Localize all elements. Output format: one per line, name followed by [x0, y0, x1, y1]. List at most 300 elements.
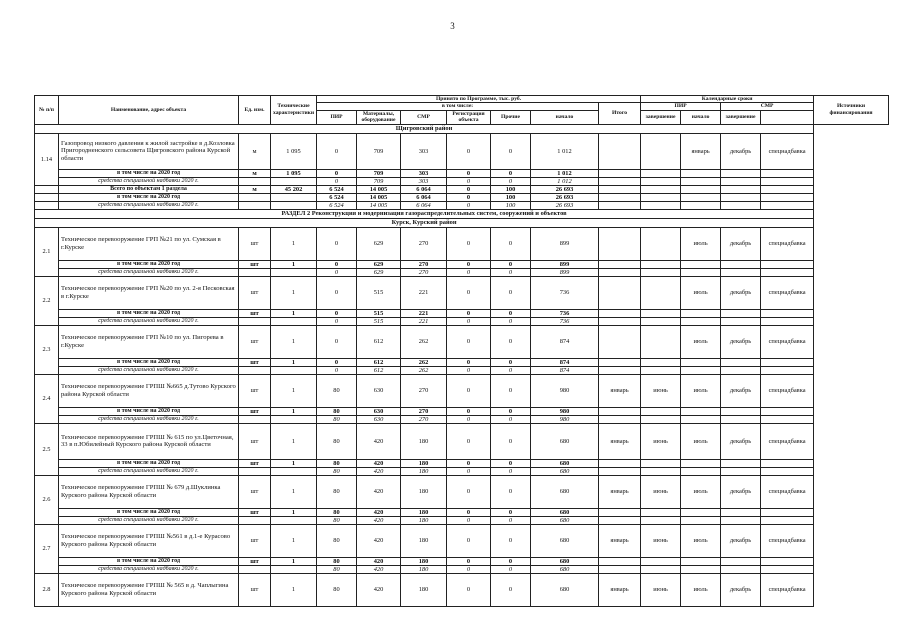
tech-cell: 1 [271, 374, 317, 407]
header-num: № п/п [35, 96, 59, 125]
header-smr-start: начало [681, 110, 721, 124]
materials-cell: 420 [357, 565, 401, 573]
other-cell: 100 [491, 185, 531, 193]
empty-cell [761, 565, 814, 573]
other-cell: 0 [491, 573, 531, 606]
materials-cell: 420 [357, 459, 401, 467]
header-registration: Регистрация объекта [447, 110, 491, 124]
other-cell: 0 [491, 133, 531, 169]
registration-cell: 0 [447, 227, 491, 260]
materials-cell: 629 [357, 227, 401, 260]
empty-cell [641, 317, 681, 325]
table-row [35, 133, 889, 169]
object-name: Газопровод низкого давления к жилой застройке в д.Козловка Пригородненского сельсовета Щигровского района Курской области [59, 133, 239, 169]
tech-cell: 1 [271, 475, 317, 508]
total-cell: 980 [531, 374, 599, 407]
pir-cell: 0 [317, 227, 357, 260]
total-cell: 680 [531, 557, 599, 565]
empty-cell [721, 260, 761, 268]
smr-end-cell: декабрь [721, 133, 761, 169]
table-row [35, 557, 889, 565]
registration-cell: 0 [447, 467, 491, 475]
smr-start-cell: июль [681, 475, 721, 508]
table-row [35, 524, 889, 557]
smr-cell: 180 [401, 524, 447, 557]
empty-cell [641, 557, 681, 565]
table-row [35, 366, 889, 374]
pir-end-cell [641, 325, 681, 358]
subtotal-label: в том числе на 2020 год [59, 169, 239, 177]
header-pir-start: начало [531, 110, 599, 124]
materials-cell: 630 [357, 407, 401, 415]
header-smr: СМР [401, 110, 447, 124]
pir-cell: 80 [317, 374, 357, 407]
empty-cell [761, 317, 814, 325]
total-cell: 1 012 [531, 133, 599, 169]
subtotal-label: в том числе на 2020 год [59, 508, 239, 516]
empty-cell [271, 268, 317, 276]
smr-end-cell: декабрь [721, 374, 761, 407]
total-cell: 874 [531, 358, 599, 366]
source-cell: спецнадбавка [761, 423, 814, 459]
row-num: 2.4 [35, 374, 59, 423]
tech-cell: 1 [271, 573, 317, 606]
other-cell: 0 [491, 516, 531, 524]
pir-end-cell: июнь [641, 374, 681, 407]
smr-start-cell: июль [681, 325, 721, 358]
unit-cell: шт [239, 227, 271, 260]
special-funds-label: средства специальной надбавки 2020 г. [59, 516, 239, 524]
unit-cell: шт [239, 524, 271, 557]
empty-cell [761, 467, 814, 475]
empty-cell [681, 508, 721, 516]
unit-cell: шт [239, 475, 271, 508]
pir-end-cell: июнь [641, 524, 681, 557]
pir-start-cell: январь [599, 374, 641, 407]
smr-cell: 180 [401, 475, 447, 508]
special-funds-label: средства специальной надбавки 2020 г. [59, 467, 239, 475]
smr-cell: 180 [401, 565, 447, 573]
unit-cell: шт [239, 573, 271, 606]
total-cell: 899 [531, 268, 599, 276]
unit-cell: шт [239, 423, 271, 459]
empty-cell [721, 358, 761, 366]
empty-cell [681, 358, 721, 366]
smr-cell: 270 [401, 227, 447, 260]
materials-cell: 420 [357, 557, 401, 565]
pir-cell: 80 [317, 407, 357, 415]
table-row [35, 508, 889, 516]
row-num: 2.8 [35, 573, 59, 606]
header-source: Источники финансирования [814, 96, 889, 125]
pir-cell: 80 [317, 557, 357, 565]
tech-cell: 1 [271, 358, 317, 366]
smr-start-cell: июль [681, 276, 721, 309]
empty-cell [681, 260, 721, 268]
total-cell: 980 [531, 407, 599, 415]
empty-cell [721, 317, 761, 325]
row-num: 1.14 [35, 133, 59, 185]
header-cal-pir: ПИР [641, 103, 721, 110]
registration-cell: 0 [447, 374, 491, 407]
registration-cell: 0 [447, 573, 491, 606]
other-cell: 0 [491, 407, 531, 415]
empty-cell [239, 317, 271, 325]
total-cell: 899 [531, 260, 599, 268]
empty-cell [721, 516, 761, 524]
smr-end-cell: декабрь [721, 475, 761, 508]
tech-cell: 1 [271, 276, 317, 309]
total-cell: 680 [531, 573, 599, 606]
smr-cell: 180 [401, 459, 447, 467]
pir-cell: 80 [317, 423, 357, 459]
object-name: Техническое перевооружение ГРП №20 по ул. 2-я Песковская в г.Курске [59, 276, 239, 309]
empty-cell [641, 358, 681, 366]
pir-cell: 80 [317, 573, 357, 606]
empty-cell [681, 467, 721, 475]
smr-cell: 262 [401, 358, 447, 366]
empty-cell [721, 415, 761, 423]
pir-cell: 80 [317, 415, 357, 423]
total-cell: 26 693 [531, 185, 599, 193]
total-cell: 980 [531, 415, 599, 423]
pir-end-cell [641, 227, 681, 260]
registration-cell: 0 [447, 423, 491, 459]
registration-cell: 0 [447, 193, 491, 201]
other-cell: 100 [491, 201, 531, 209]
empty-cell [599, 557, 641, 565]
empty-cell [721, 366, 761, 374]
other-cell: 0 [491, 374, 531, 407]
materials-cell: 612 [357, 325, 401, 358]
pir-end-cell [641, 276, 681, 309]
registration-cell: 0 [447, 325, 491, 358]
header-total: Итого [599, 103, 641, 124]
other-cell: 0 [491, 276, 531, 309]
table-row [35, 276, 889, 309]
row-num: 2.6 [35, 475, 59, 524]
empty-cell [239, 516, 271, 524]
empty-cell [599, 459, 641, 467]
empty-cell [641, 467, 681, 475]
table-row [35, 358, 889, 366]
object-name: Техническое перевооружение ГРПШ №561 в д.1-е Курасово Курского района Курской области [59, 524, 239, 557]
subtotal-label: в том числе на 2020 год [59, 557, 239, 565]
registration-cell: 0 [447, 475, 491, 508]
table-row [35, 227, 889, 260]
total-cell: 680 [531, 565, 599, 573]
materials-cell: 709 [357, 169, 401, 177]
pir-cell: 80 [317, 565, 357, 573]
row-num: 2.5 [35, 423, 59, 475]
source-cell: спецнадбавка [761, 325, 814, 358]
pir-end-cell [641, 133, 681, 169]
empty-cell [761, 268, 814, 276]
empty-cell [761, 309, 814, 317]
smr-cell: 6 064 [401, 185, 447, 193]
table-row [35, 177, 889, 185]
materials-cell: 709 [357, 133, 401, 169]
materials-cell: 420 [357, 467, 401, 475]
other-cell: 0 [491, 508, 531, 516]
empty-cell [721, 467, 761, 475]
table-row [35, 185, 889, 193]
unit-cell: м [239, 133, 271, 169]
empty-cell [641, 407, 681, 415]
section-heading: РАЗДЕЛ 2 Реконструкция и модернизация газораспределительных систем, сооружений и объектов [35, 209, 814, 218]
empty-cell [599, 358, 641, 366]
source-cell: спецнадбавка [761, 475, 814, 508]
empty-cell [721, 508, 761, 516]
pir-start-cell: январь [599, 524, 641, 557]
registration-cell: 0 [447, 459, 491, 467]
subtotal-label: в том числе на 2020 год [59, 407, 239, 415]
empty-cell [721, 407, 761, 415]
table-row [35, 325, 889, 358]
source-cell: спецнадбавка [761, 374, 814, 407]
empty-cell [681, 268, 721, 276]
total-cell: 680 [531, 516, 599, 524]
total-cell: 736 [531, 309, 599, 317]
empty-cell [271, 467, 317, 475]
total-cell: 736 [531, 276, 599, 309]
unit-cell: шт [239, 557, 271, 565]
smr-cell: 180 [401, 573, 447, 606]
other-cell: 0 [491, 358, 531, 366]
smr-cell: 303 [401, 169, 447, 177]
empty-cell [599, 309, 641, 317]
header-materials: Материалы, оборудование [357, 110, 401, 124]
smr-cell: 6 064 [401, 193, 447, 201]
pir-cell: 80 [317, 524, 357, 557]
smr-end-cell: декабрь [721, 227, 761, 260]
source-cell: спецнадбавка [761, 573, 814, 606]
materials-cell: 629 [357, 268, 401, 276]
table-row [35, 407, 889, 415]
empty-cell [271, 415, 317, 423]
table-row [35, 169, 889, 177]
tech-cell: 1 [271, 459, 317, 467]
empty-cell [239, 366, 271, 374]
materials-cell: 612 [357, 366, 401, 374]
other-cell: 0 [491, 557, 531, 565]
smr-cell: 221 [401, 309, 447, 317]
empty-cell [599, 268, 641, 276]
empty-cell [761, 260, 814, 268]
total-cell: 680 [531, 508, 599, 516]
registration-cell: 0 [447, 177, 491, 185]
empty-cell [721, 459, 761, 467]
source-cell: спецнадбавка [761, 524, 814, 557]
empty-cell [761, 459, 814, 467]
table-row [35, 317, 889, 325]
empty-cell [681, 415, 721, 423]
smr-cell: 270 [401, 268, 447, 276]
unit-cell: шт [239, 260, 271, 268]
other-cell: 0 [491, 423, 531, 459]
materials-cell: 420 [357, 573, 401, 606]
other-cell: 0 [491, 565, 531, 573]
pir-cell: 80 [317, 516, 357, 524]
other-cell: 0 [491, 475, 531, 508]
smr-cell: 270 [401, 260, 447, 268]
registration-cell: 0 [447, 407, 491, 415]
empty-cell [641, 260, 681, 268]
row-num: 2.2 [35, 276, 59, 325]
header-name: Наименование, адрес объекта [59, 96, 239, 125]
smr-start-cell: июль [681, 227, 721, 260]
special-funds-label: средства специальной надбавки 2020 г. [59, 317, 239, 325]
total-cell: 680 [531, 459, 599, 467]
materials-cell: 515 [357, 317, 401, 325]
table-row [35, 467, 889, 475]
empty-cell [239, 268, 271, 276]
special-funds-label: средства специальной надбавки 2020 г. [59, 177, 239, 185]
row-num: 2.7 [35, 524, 59, 573]
empty-cell [761, 415, 814, 423]
smr-start-cell: январь [681, 133, 721, 169]
header-other: Прочие [491, 110, 531, 124]
pir-cell: 0 [317, 260, 357, 268]
materials-cell: 515 [357, 309, 401, 317]
empty-cell [761, 516, 814, 524]
pir-cell: 0 [317, 317, 357, 325]
empty-cell [239, 565, 271, 573]
source-cell: спецнадбавка [761, 227, 814, 260]
header-tech: Технические характеристики [271, 96, 317, 125]
smr-cell: 180 [401, 516, 447, 524]
empty-cell [721, 557, 761, 565]
empty-cell [761, 407, 814, 415]
unit-cell: м [239, 185, 271, 193]
total-cell: 26 693 [531, 201, 599, 209]
empty-cell [599, 565, 641, 573]
row-num: 2.3 [35, 325, 59, 374]
empty-cell [761, 358, 814, 366]
empty-cell [641, 565, 681, 573]
materials-cell: 612 [357, 358, 401, 366]
empty-cell [681, 459, 721, 467]
subtotal-label: в том числе на 2020 год [59, 459, 239, 467]
empty-cell [761, 557, 814, 565]
smr-cell: 221 [401, 276, 447, 309]
row-num: 2.1 [35, 227, 59, 276]
empty-cell [641, 508, 681, 516]
table-row [35, 516, 889, 524]
other-cell: 0 [491, 227, 531, 260]
empty-cell [681, 565, 721, 573]
table-row [35, 459, 889, 467]
empty-cell [641, 516, 681, 524]
other-cell: 0 [491, 260, 531, 268]
program-table [34, 95, 889, 607]
pir-start-cell [599, 276, 641, 309]
total-cell: 680 [531, 475, 599, 508]
materials-cell: 420 [357, 524, 401, 557]
unit-cell: шт [239, 508, 271, 516]
empty-cell [599, 516, 641, 524]
pir-start-cell [599, 133, 641, 169]
smr-start-cell: июль [681, 423, 721, 459]
subtotal-label: в том числе на 2020 год [59, 260, 239, 268]
unit-cell: шт [239, 374, 271, 407]
total-cell: 1 012 [531, 177, 599, 185]
pir-cell: 80 [317, 467, 357, 475]
other-cell: 0 [491, 177, 531, 185]
empty-cell [761, 366, 814, 374]
pir-cell: 0 [317, 325, 357, 358]
header-cal-smr: СМР [721, 103, 814, 110]
other-cell: 0 [491, 524, 531, 557]
registration-cell: 0 [447, 366, 491, 374]
tech-cell: 1 [271, 260, 317, 268]
total-cell: 680 [531, 423, 599, 459]
source-cell: спецнадбавка [761, 133, 814, 169]
object-name: Техническое перевооружение ГРПШ № 679 д.Шуклинка Курского района Курской области [59, 475, 239, 508]
table-row [35, 565, 889, 573]
header-unit: Ед. изм. [239, 96, 271, 125]
pir-end-cell: июнь [641, 475, 681, 508]
total-cell: 874 [531, 325, 599, 358]
smr-cell: 270 [401, 374, 447, 407]
registration-cell: 0 [447, 508, 491, 516]
section-total-label: Всего по объектам 1 раздела [59, 185, 239, 193]
special-funds-label: средства специальной надбавки 2020 г. [59, 415, 239, 423]
subtotal-label: в том числе на 2020 год [59, 309, 239, 317]
empty-cell [681, 317, 721, 325]
other-cell: 0 [491, 459, 531, 467]
empty-cell [641, 366, 681, 374]
pir-cell: 0 [317, 133, 357, 169]
pir-cell: 0 [317, 177, 357, 185]
tech-cell: 1 [271, 524, 317, 557]
materials-cell: 14 005 [357, 185, 401, 193]
registration-cell: 0 [447, 565, 491, 573]
source-cell: спецнадбавка [761, 276, 814, 309]
pir-cell: 6 524 [317, 185, 357, 193]
header-smr-end: завершение [721, 110, 761, 124]
smr-start-cell: июль [681, 524, 721, 557]
smr-cell: 180 [401, 557, 447, 565]
registration-cell: 0 [447, 185, 491, 193]
empty-cell [599, 508, 641, 516]
smr-end-cell: декабрь [721, 524, 761, 557]
empty-cell [599, 317, 641, 325]
table-row [35, 201, 889, 209]
empty-cell [599, 407, 641, 415]
header-calendar: Календарные сроки [641, 96, 814, 103]
pir-cell: 0 [317, 169, 357, 177]
unit-cell: шт [239, 358, 271, 366]
unit-cell: шт [239, 309, 271, 317]
smr-cell: 180 [401, 508, 447, 516]
object-name: Техническое перевооружение ГРПШ №665 д.Тутово Курского района Курской области [59, 374, 239, 407]
registration-cell: 0 [447, 415, 491, 423]
materials-cell: 14 005 [357, 193, 401, 201]
empty-cell [641, 309, 681, 317]
pir-cell: 6 524 [317, 193, 357, 201]
pir-start-cell [599, 227, 641, 260]
tech-cell: 1 [271, 325, 317, 358]
header-incl: в том числе: [317, 103, 599, 110]
pir-cell: 0 [317, 358, 357, 366]
other-cell: 0 [491, 415, 531, 423]
total-cell: 899 [531, 227, 599, 260]
registration-cell: 0 [447, 317, 491, 325]
pir-start-cell [599, 325, 641, 358]
pir-start-cell: январь [599, 423, 641, 459]
total-cell: 736 [531, 317, 599, 325]
